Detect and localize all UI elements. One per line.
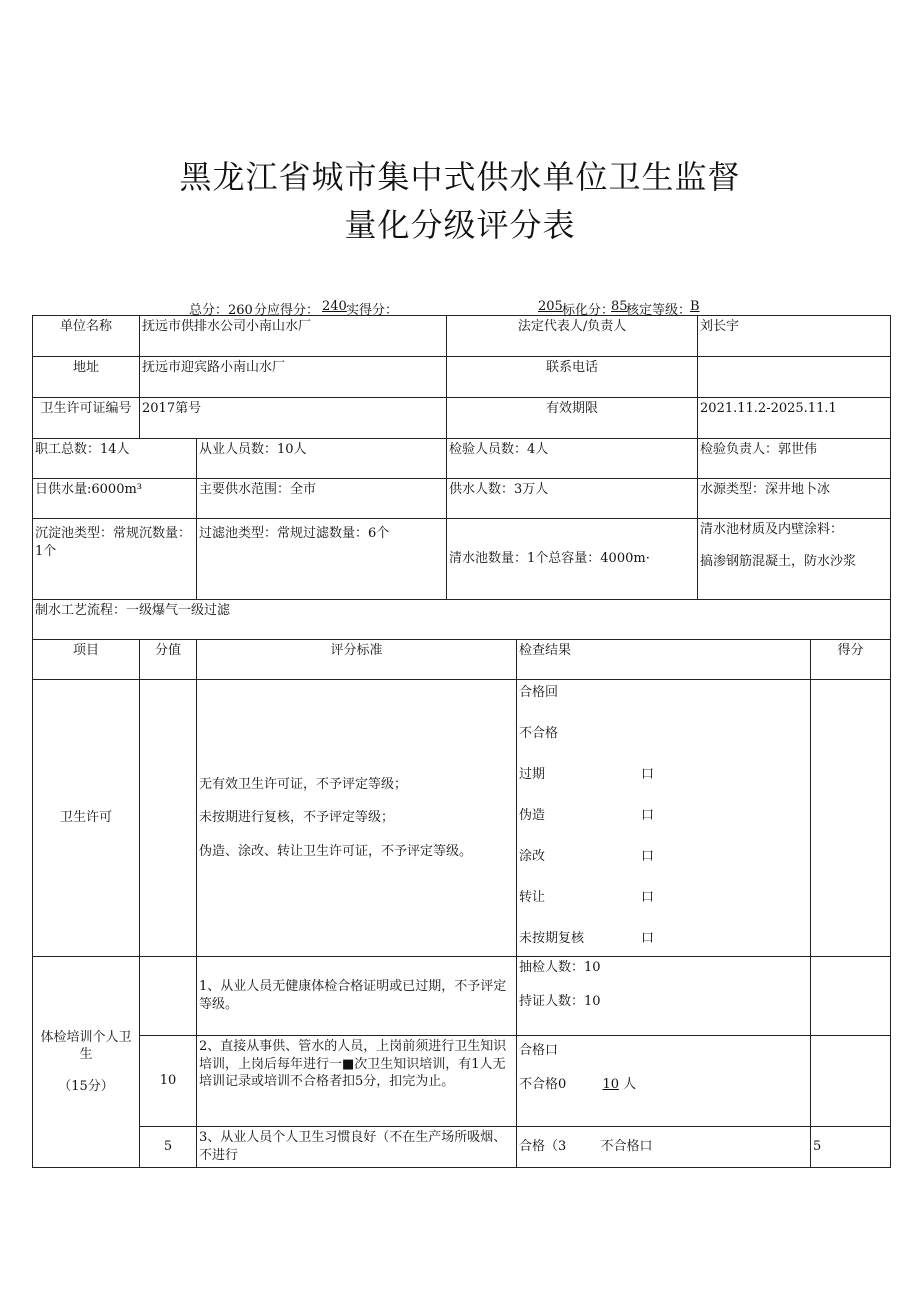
hygiene-pass: 合格（3	[519, 1139, 567, 1155]
health-row3-value: 5	[140, 1127, 197, 1168]
fail-item-label: 未按期复核	[519, 931, 585, 946]
fail-item-transferred	[519, 889, 808, 930]
sedimentation-pool: 沉淀池类型：常规沉数量：1个	[33, 519, 197, 600]
form-title-line2: 量化分级评分表	[344, 206, 576, 244]
health-row3-result	[517, 1127, 811, 1168]
fail-item-altered	[519, 848, 808, 889]
phone-value	[698, 357, 891, 398]
total-score: 总分：260	[189, 303, 253, 318]
std-score-value: 85	[611, 299, 628, 314]
permit-no-label: 卫生许可证编号	[33, 398, 140, 439]
inspector-count: 检验人员数：4人	[447, 439, 698, 479]
inspection-lead: 检验负责人：郭世伟	[698, 439, 891, 479]
validity-value: 2021.11.2-2025.11.1	[698, 398, 891, 439]
permit-result-fail: 不合格	[519, 726, 559, 741]
form-title-line1: 黑龙江省城市集中式供水单位卫生监督	[179, 158, 741, 196]
header-criteria: 评分标准	[197, 640, 517, 680]
address-value: 抚远市迎宾路小南山水厂	[140, 357, 447, 398]
header-item: 项目	[33, 640, 140, 680]
permit-item: 卫生许可	[33, 680, 140, 957]
fail-item-label: 涂改	[519, 849, 546, 864]
permit-score	[811, 680, 891, 957]
permit-criteria	[197, 680, 517, 957]
permit-criterion-1: 无有效卫生许可证，不予评定等级；	[199, 776, 408, 792]
actual-score-value: 205	[538, 299, 563, 314]
clear-pool-material	[698, 519, 891, 600]
header-result: 检查结果	[517, 640, 811, 680]
unit-name-label: 单位名称	[33, 316, 140, 357]
due-score-label: 分应得分：	[254, 303, 320, 318]
permit-criterion-3: 伪造、涂改、转让卫生许可证，不予评定等级。	[199, 843, 473, 859]
checkbox-icon[interactable]: 口	[641, 767, 655, 782]
training-pass: 合格口	[519, 1043, 559, 1058]
header-score-value: 分值	[140, 640, 197, 680]
grade-value: B	[690, 299, 700, 314]
unit-name-value: 抚远市供排水公司小南山水厂	[140, 316, 447, 357]
health-row1-criteria: 1、从业人员无健康体检合格证明或已过期，不予评定等级。	[197, 957, 517, 1036]
health-item-title: 体检培训个人卫生	[40, 1029, 132, 1063]
fail-item-label: 转让	[519, 890, 546, 905]
permit-result	[517, 680, 811, 957]
health-row1-result	[517, 957, 811, 1036]
training-fail	[519, 1076, 808, 1094]
checkbox-icon[interactable]: 口	[641, 931, 655, 946]
training-fail-label: 不合格0	[519, 1076, 567, 1092]
clear-water-pool: 清水池数量：1个总容量：4000m·	[447, 519, 698, 600]
health-row2-criteria: 2、直接从事供、管水的人员，上岗前须进行卫生知识培训，上岗后每年进行一■次卫生知识培训，有1人无培训记录或培训不合格者扣5分，扣完为止。	[197, 1036, 517, 1127]
std-score-label: 标化分：	[562, 303, 615, 318]
fail-item-expired	[519, 766, 808, 807]
validity-label: 有效期限	[447, 398, 698, 439]
health-row2-score	[811, 1036, 891, 1127]
process-flow: 制水工艺流程：一级爆气一级过滤	[33, 600, 891, 640]
staff-total: 职工总数：14人	[33, 439, 197, 479]
certified-count: 持证人数：10	[519, 993, 601, 1009]
rating-table	[32, 315, 891, 1168]
fail-item-not-reviewed	[519, 930, 808, 952]
supply-population: 供水人数：3万人	[447, 479, 698, 519]
health-item	[33, 957, 140, 1168]
header-score: 得分	[811, 640, 891, 680]
legal-rep-value: 刘长宇	[698, 316, 891, 357]
hygiene-fail: 不合格口	[600, 1139, 653, 1155]
fail-item-label: 伪造	[519, 808, 546, 823]
checkbox-icon[interactable]: 口	[641, 808, 655, 823]
clear-material-label: 清水池材质及内壁涂料：	[700, 522, 844, 537]
health-row1-value	[140, 957, 197, 1036]
health-row2-value: 10	[140, 1036, 197, 1127]
filter-pool: 过滤池类型：常规过滤数量：6个	[197, 519, 447, 600]
staff-employed: 从业人员数：10人	[197, 439, 447, 479]
supply-scope: 主要供水范围：全市	[197, 479, 447, 519]
sampled-count: 抽检人数：10	[519, 960, 601, 975]
permit-criterion-2: 未按期进行复核，不予评定等级；	[199, 810, 395, 826]
health-item-points: （15分）	[58, 1078, 114, 1094]
legal-rep-label: 法定代表人/负责人	[447, 316, 698, 357]
health-row3-score: 5	[811, 1127, 891, 1168]
training-fail-unit: 人	[623, 1076, 637, 1092]
health-row1-score	[811, 957, 891, 1036]
due-score-value: 240	[322, 299, 347, 314]
phone-label: 联系电话	[447, 357, 698, 398]
health-row2-result	[517, 1036, 811, 1127]
training-fail-count: 10	[602, 1076, 619, 1092]
fail-item-forged	[519, 807, 808, 848]
permit-score-value	[140, 680, 197, 957]
permit-no-value: 2017第号	[140, 398, 447, 439]
daily-supply: 日供水量:6000m³	[33, 479, 197, 519]
clear-material-value: 搞渗钢筋混凝土，防水沙浆	[700, 553, 857, 569]
checkbox-icon[interactable]: 口	[641, 890, 655, 905]
water-source: 水源类型：深井地卜冰	[698, 479, 891, 519]
fail-item-label: 过期	[519, 767, 546, 782]
address-label: 地址	[33, 357, 140, 398]
actual-score-label: 实得分：	[346, 303, 399, 318]
checkbox-icon[interactable]: 口	[641, 849, 655, 864]
health-row3-criteria: 3、从业人员个人卫生习惯良好（不在生产场所吸烟、不进行	[197, 1127, 517, 1168]
grade-label: 核定等级：	[626, 303, 692, 318]
permit-result-pass: 合格回	[519, 685, 559, 700]
